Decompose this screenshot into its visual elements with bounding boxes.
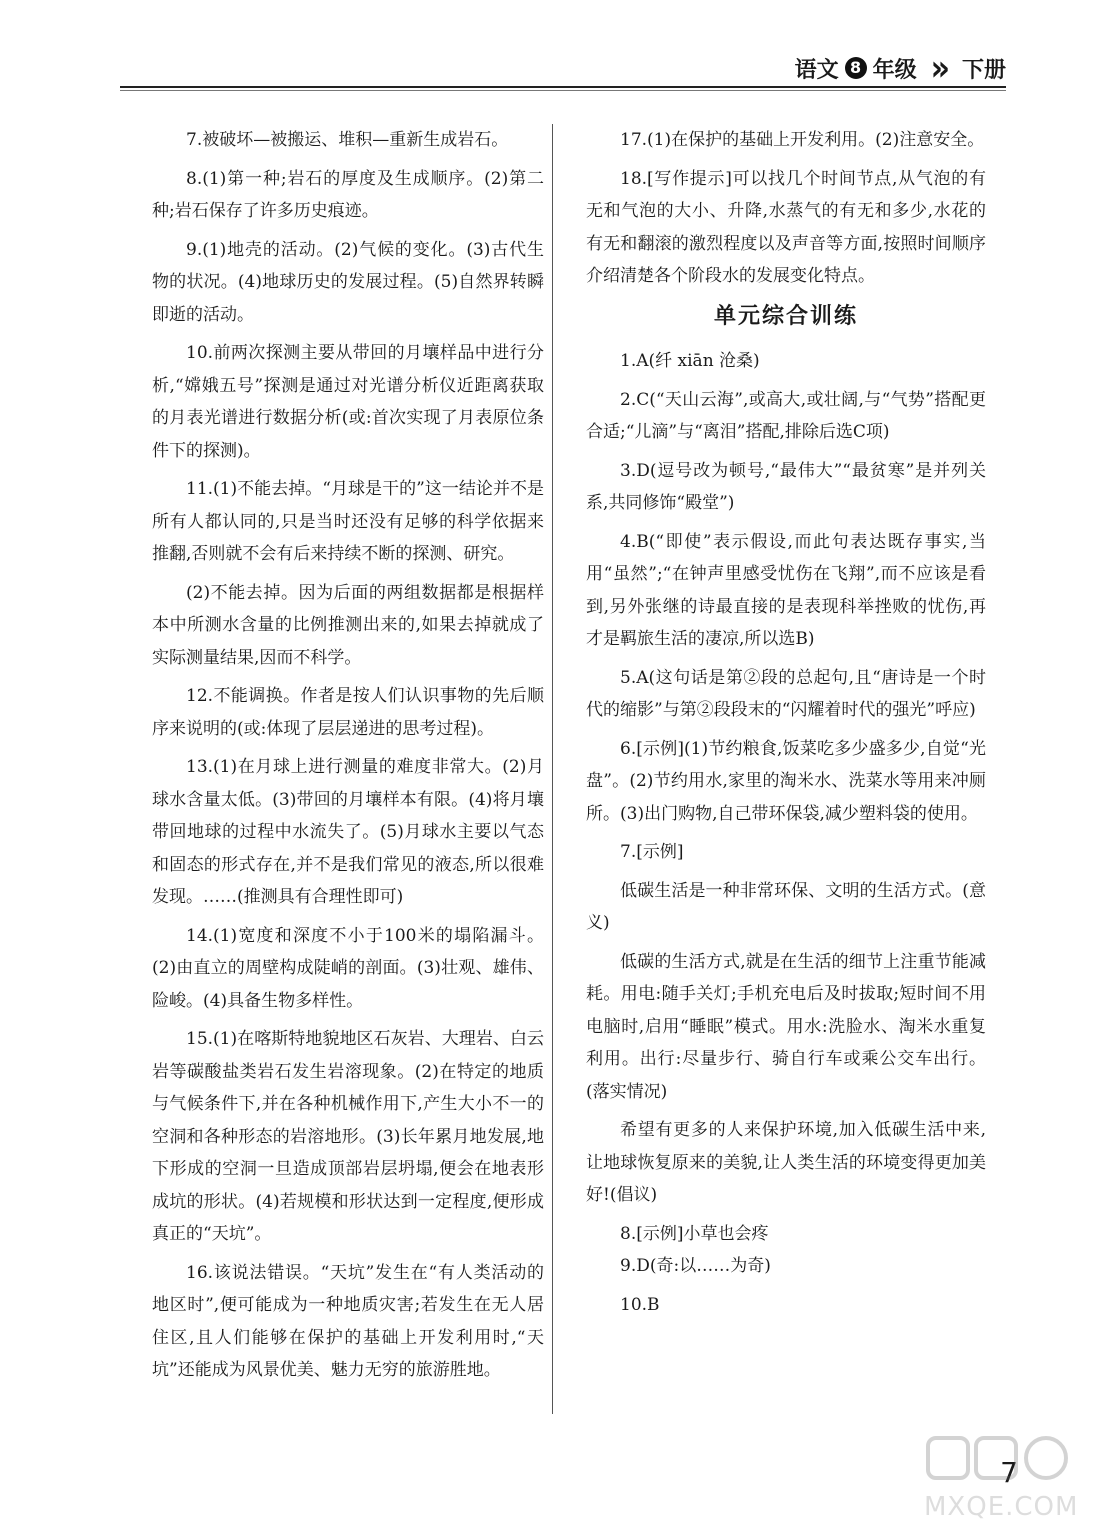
unit-answer-6: 6.[示例](1)节约粮食,饭菜吃多少盛多少,自觉“光盘”。(2)节约用水,家里的淘米水、洗菜水等用来冲厕所。(3)出门购物,自己带环保袋,减少塑料袋的使用。 [586,738,986,824]
left-column [152,124,544,1387]
answer-7: 7.被破坏—被搬运、堆积—重新生成岩石。 [186,130,509,150]
answer-12: 12.不能调换。作者是按人们认识事物的先后顺序来说明的(或:体现了层层递进的思考过程)。 [152,686,544,739]
answer-9: 9.(1)地壳的活动。(2)气候的变化。(3)古代生物的状况。(4)地球历史的发展过程。(5)自然界转瞬即逝的活动。 [152,239,544,325]
watermark-logo [924,1432,1079,1522]
unit-answer-4: 4.B(“即使”表示假设,而此句表达既存事实,当用“虽然”;“在钟声里感受忧伤在飞翔”,而不应该是看到,另外张继的诗最直接的是表现科举挫败的忧伤,再才是羁旅生活的凄凉,所以选B) [586,531,986,649]
page-number: 7 [1000,1456,1018,1489]
section-title: 单元综合训练 [713,303,858,329]
watermark-text: MXQE.COM [924,1492,1079,1522]
answer-16: 16.该说法错误。“天坑”发生在“有人类活动的地区时”,便可能成为一种地质灾害;若发生在无人居住区,且人们能够在保护的基础上开发利用时,“天坑”还能成为风景优美、魅力无穷的旅游胜地。 [152,1262,544,1380]
answer-11-2: (2)不能去掉。因为后面的两组数据都是根据样本中所测水含量的比例推测出来的,如果去掉就成了实际测量结果,因而不科学。 [152,582,544,668]
header-rule [120,86,1006,88]
unit-answer-1: 1.A(纤 xiān 沧桑) [620,351,760,371]
grade-number-badge: 8 [845,57,867,79]
answer-10: 10.前两次探测主要从带回的月壤样品中进行分析,“嫦娥五号”探测是通过对光谱分析仪近距离获取的月表光谱进行数据分析(或:首次实现了月表原位条件下的探测)。 [152,343,544,461]
unit-answer-2: 2.C(“天山云海”,或高大,或壮阔,与“气势”搭配更合适;“儿滴”与“离泪”搭配,排除后选C项) [586,389,986,442]
answer-18: 18.[写作提示]可以找几个时间节点,从气泡的有无和气泡的大小、升降,水蒸气的有无和多少,水花的有无和翻滚的激烈程度以及声音等方面,按照时间顺序介绍清楚各个阶段水的发展变化特点。 [586,168,986,286]
answer-13: 13.(1)在月球上进行测量的难度非常大。(2)月球水含量太低。(3)带回的月壤样本有限。(4)将月壤带回地球的过程中水流失了。(5)月球水主要以气态和固态的形式存在,并不是我们常见的液态,所以很难发现。……(推测具有合理性即可) [152,757,544,907]
unit-answer-9: 9.D(奇:以……为奇) [620,1256,771,1276]
subject-label: 语文 [794,57,839,83]
answer-14: 14.(1)宽度和深度不小于100米的塌陷漏斗。(2)由直立的周壁构成陡峭的剖面。(3)壮观、雄伟、险峻。(4)具备生物多样性。 [152,925,544,1011]
unit-answer-5: 5.A(这句话是第②段的总起句,且“唐诗是一个时代的缩影”与第②段段末的“闪耀着时代的强光”呼应) [586,667,986,720]
unit-answer-7: 7.[示例] [620,842,684,862]
header-rule-thin [120,90,1006,91]
double-chevron-icon: » [930,47,942,89]
right-column [586,124,986,1321]
unit-answer-8: 8.[示例]小草也会疼 [620,1223,769,1244]
grade-label: 年级 [872,57,917,83]
unit-answer-7-meaning: 低碳生活是一种非常环保、文明的生活方式。(意义) [586,880,986,933]
column-divider [552,124,553,1414]
page-header [794,47,1006,89]
unit-answer-7-proposal: 希望有更多的人来保护环境,加入低碳生活中来,让地球恢复原来的美貌,让人类生活的环境变得更加美好!(倡议) [586,1120,986,1205]
unit-answer-7-practice: 低碳的生活方式,就是在生活的细节上注重节能减耗。用电:随手关灯;手机充电后及时拔取;短时间不用电脑时,启用“睡眠”模式。用水:洗脸水、淘米水重复利用。出行:尽量步行、骑自行车或乘公交车出行。(落实情况) [586,951,986,1102]
volume-label: 下册 [961,57,1006,83]
unit-answer-3: 3.D(逗号改为顿号,“最伟大”“最贫寒”是并列关系,共同修饰“殿堂”) [586,460,986,513]
answer-17: 17.(1)在保护的基础上开发利用。(2)注意安全。 [620,130,985,150]
answer-11-1: 11.(1)不能去掉。“月球是干的”这一结论并不是所有人都认同的,只是当时还没有足够的科学依据来推翻,否则就不会有后来持续不断的探测、研究。 [152,479,544,564]
answer-15: 15.(1)在喀斯特地貌地区石灰岩、大理岩、白云岩等碳酸盐类岩石发生岩溶现象。(2)在特定的地质与气候条件下,并在各种机械作用下,产生大小不一的空洞和各种形态的岩溶地形。(3)长年累月地发展,地下形成的空洞一旦造成顶部岩层坍塌,便会在地表形成坑的形状。(4)若规模和形状达到一定程度,便形成真正的“天坑”。 [152,1029,544,1244]
answer-8: 8.(1)第一种;岩石的厚度及生成顺序。(2)第二种;岩石保存了许多历史痕迹。 [152,168,544,221]
watermark-icon [924,1432,1074,1492]
unit-answer-10: 10.B [620,1294,660,1315]
